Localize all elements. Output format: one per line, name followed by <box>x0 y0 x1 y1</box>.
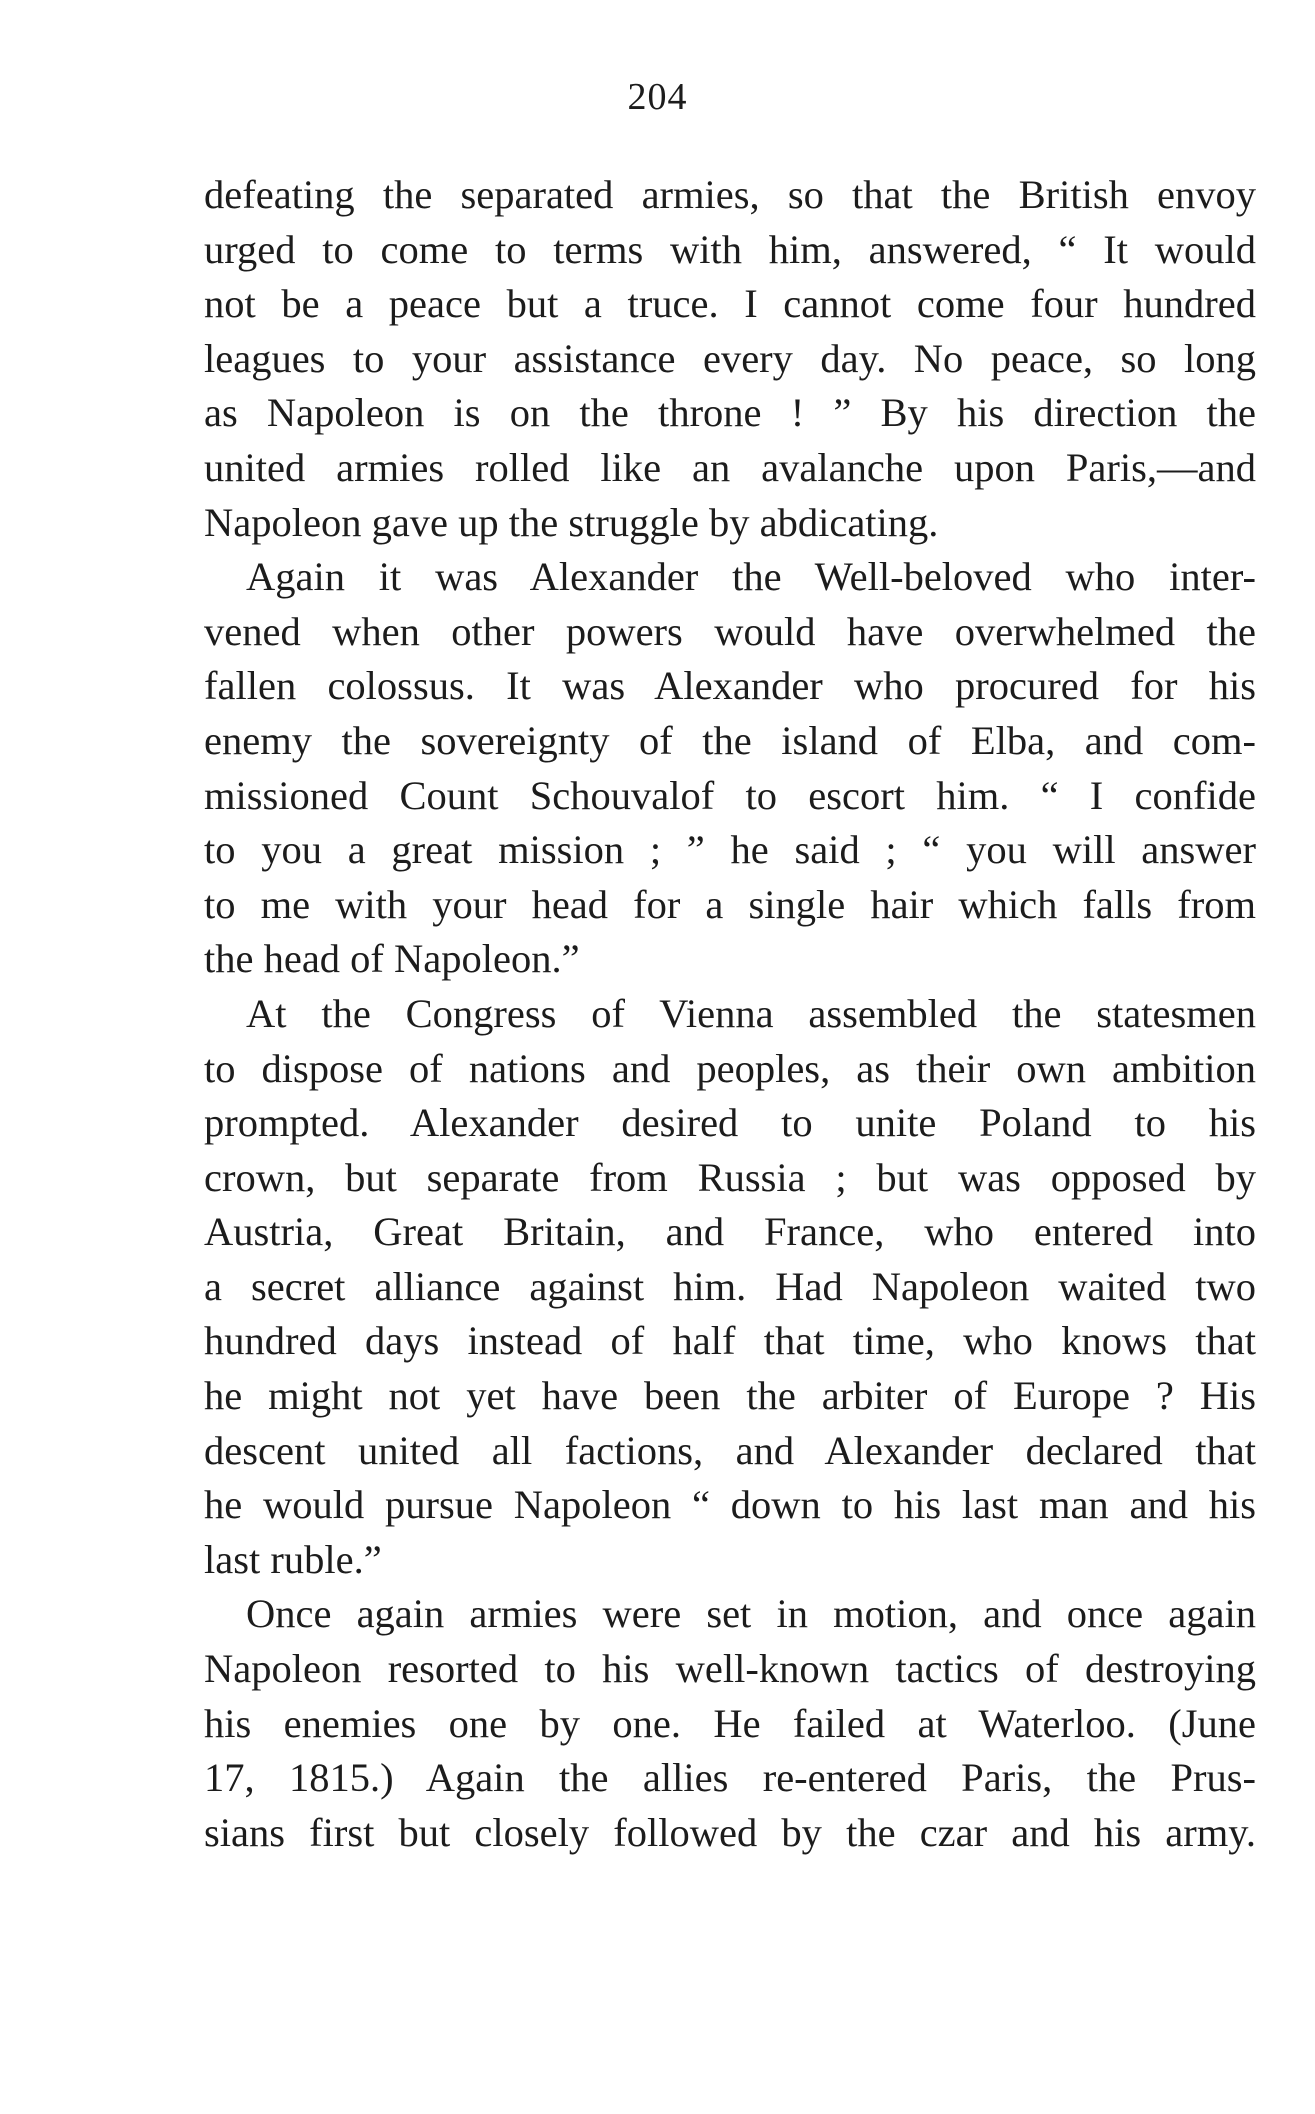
text-line: sians first but closely followed by the czar and his army. <box>204 1809 1256 1855</box>
text-line: enemy the sovereignty of the island of Elba, and com- <box>204 717 1256 763</box>
text-line: to you a great mission ; ” he said ; “ you will answer <box>204 827 1256 873</box>
text-line: he might not yet have been the arbiter of Europe ? His <box>204 1373 1256 1419</box>
text-line: Once again armies were set in motion, and once again <box>246 1591 1256 1637</box>
text-line: defeating the separated armies, so that the British envoy <box>204 172 1256 217</box>
text-line: missioned Count Schouvalof to escort him. “ I confide <box>204 772 1256 818</box>
text-line: united armies rolled like an avalanche upon Paris,—and <box>204 444 1256 490</box>
text-line: urged to come to terms with him, answered, “ It would <box>204 226 1256 272</box>
text-line: the head of Napoleon.” <box>204 936 580 982</box>
text-line: a secret alliance against him. Had Napoleon waited two <box>204 1263 1256 1309</box>
text-line: to me with your head for a single hair which falls from <box>204 881 1256 927</box>
text-line: not be a peace but a truce. I cannot come four hundred <box>204 281 1256 327</box>
text-line: Napoleon resorted to his well-known tactics of destroying <box>204 1646 1256 1692</box>
text-line: fallen colossus. It was Alexander who procured for his <box>204 663 1256 709</box>
text-line: he would pursue Napoleon “ down to his last man and his <box>204 1482 1256 1528</box>
text-line: descent united all factions, and Alexander declared that <box>204 1427 1256 1473</box>
text-line: his enemies one by one. He failed at Waterloo. (June <box>204 1700 1256 1746</box>
text-line: to dispose of nations and peoples, as their own ambition <box>204 1045 1256 1091</box>
text-line: Austria, Great Britain, and France, who entered into <box>204 1209 1256 1255</box>
text-line: Napoleon gave up the struggle by abdicating. <box>204 499 939 545</box>
text-line: At the Congress of Vienna assembled the statesmen <box>246 990 1256 1036</box>
page-body-text <box>204 168 1256 1860</box>
page-number: 204 <box>627 76 688 118</box>
text-line: as Napoleon is on the throne ! ” By his direction the <box>204 390 1256 436</box>
text-line: crown, but separate from Russia ; but was opposed by <box>204 1154 1256 1200</box>
text-line: last ruble.” <box>204 1536 382 1582</box>
text-line: 17, 1815.) Again the allies re-entered Paris, the Prus- <box>204 1755 1256 1801</box>
text-line: vened when other powers would have overwhelmed the <box>204 608 1256 654</box>
text-line: hundred days instead of half that time, who knows that <box>204 1318 1256 1364</box>
text-line: leagues to your assistance every day. No peace, so long <box>204 335 1256 381</box>
text-line: Again it was Alexander the Well-beloved who inter- <box>246 554 1256 600</box>
text-line: prompted. Alexander desired to unite Poland to his <box>204 1100 1256 1146</box>
